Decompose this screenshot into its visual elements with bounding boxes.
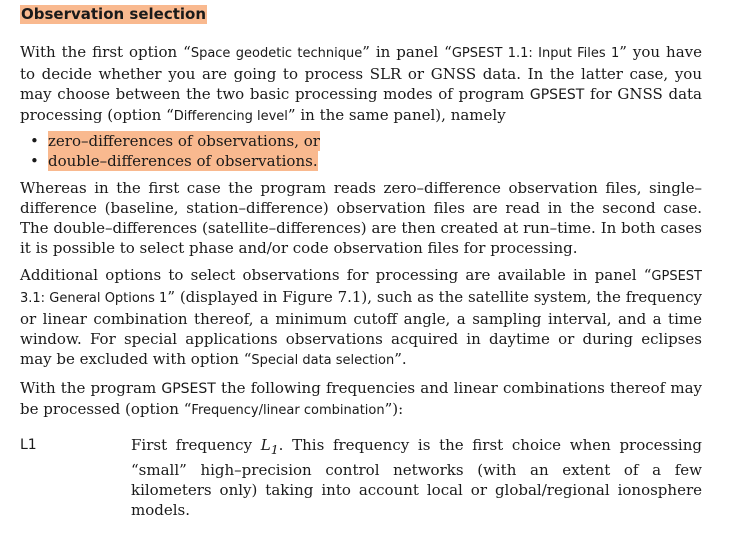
text-run: With the first option “ xyxy=(20,43,191,61)
text-run: ” you have to decide whether you are going to process SLR or GNSS data. In the latter case, you may choose between the two basic processing modes of program xyxy=(20,43,702,103)
text-run: With the program xyxy=(20,379,162,397)
definition-item-l1 xyxy=(20,435,702,520)
highlighted-text: zero–differences of observations, or xyxy=(48,132,320,150)
text-run: ”): xyxy=(384,400,404,418)
definition-description xyxy=(131,435,702,520)
section-heading: Observation selection xyxy=(21,5,207,23)
option-name: Differencing level xyxy=(173,109,288,124)
panel-name: GPSEST 1.1: Input Files 1 xyxy=(451,46,620,61)
text-run: the following frequencies and linear combinations thereof may be processed (option “ xyxy=(20,379,702,418)
bullet-list xyxy=(20,131,702,171)
text-run: First frequency xyxy=(131,436,261,454)
option-name: Frequency/linear combination xyxy=(191,403,385,418)
text-run: for GNSS data processing (option “ xyxy=(20,85,702,124)
text-run: ” in panel “ xyxy=(362,43,452,61)
paragraph-difference-files: Whereas in the first case the program reads zero–difference observation files, single–difference (baseline, station–difference) observation files are read in the second case. The double–differences (satellite–differences) are then created at run–time. In both cases it is possible to select phase and/or code observation files for processing. xyxy=(20,179,702,257)
math-symbol: $L_1$ xyxy=(260,436,279,457)
program-name: GPSEST xyxy=(161,381,216,397)
list-item xyxy=(30,131,702,151)
paragraph-frequencies xyxy=(20,378,702,421)
definition-term: L1 xyxy=(20,437,37,453)
bullet-icon: • xyxy=(30,132,39,150)
list-item xyxy=(30,151,702,171)
text-run: Additional options to select observations for processing are available in panel “ xyxy=(20,266,652,284)
program-name: GPSEST xyxy=(529,87,585,103)
option-name: Special data selection xyxy=(251,353,395,368)
text-run: ”. xyxy=(394,350,407,368)
highlighted-text: double–differences of observations. xyxy=(48,152,318,170)
option-name: Space geodetic technique xyxy=(190,46,363,61)
panel-name: GPSEST 3.1: General Options 1 xyxy=(20,269,702,306)
text-run: ” (displayed in Figure 7.1), such as the satellite system, the frequency or linear combination thereof, a minimum cutoff angle, a sampling interval, and a time window. For special applications observations acquired in daytime or during eclipses may be excluded with option “ xyxy=(20,288,702,368)
paragraph-intro xyxy=(20,42,702,127)
paragraph-additional-options xyxy=(20,265,702,371)
bullet-icon: • xyxy=(30,152,39,170)
text-run: ” in the same panel), namely xyxy=(287,106,506,124)
document-page xyxy=(20,4,702,520)
text-run: . This frequency is the first choice when processing “small” high–precision control networks (with an extent of a few kilometers only) taking into account local or global/regional ionosphere models. xyxy=(131,436,702,519)
